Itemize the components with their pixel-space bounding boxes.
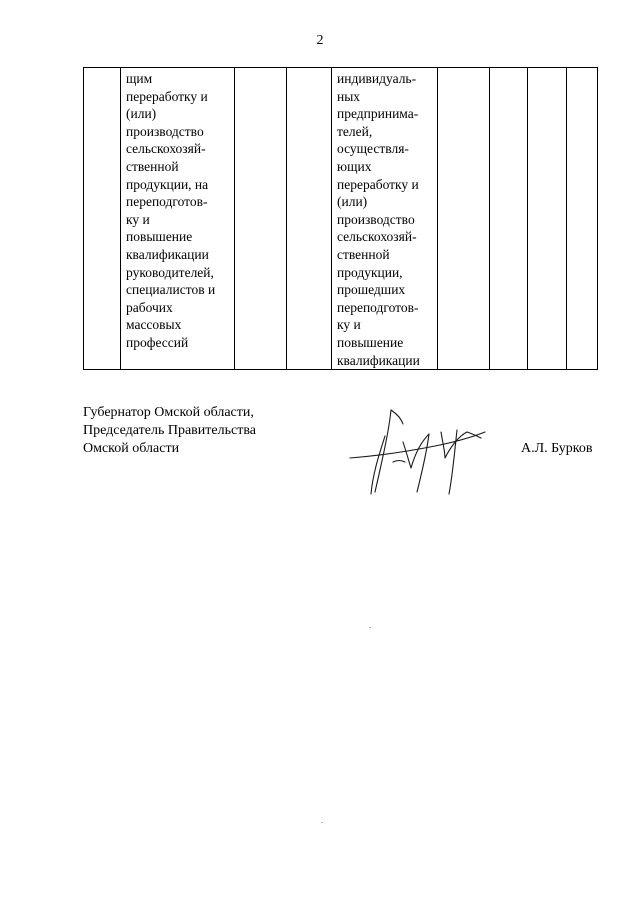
cell-2-line: щим — [126, 71, 153, 86]
cell-2-line: ственной — [126, 158, 179, 174]
cell-2-line: руководителей, — [126, 264, 214, 280]
signatory-position-line: Губернатор Омской области, — [83, 405, 254, 420]
cell-2-line: ку и — [126, 211, 150, 227]
page-number: 2 — [316, 33, 324, 48]
cell-2-line: переподготов- — [126, 194, 208, 210]
cell-2-line: (или) — [126, 106, 157, 122]
cell-2-line: переработку и — [126, 88, 208, 104]
table-cell-9 — [567, 68, 598, 370]
table-cell-4 — [287, 68, 332, 370]
cell-2-line: сельскохозяй- — [126, 141, 206, 157]
cell-5-line: продукции, — [337, 264, 403, 280]
cell-5-line: ку и — [337, 317, 361, 333]
table-row — [84, 68, 598, 370]
cell-5-line: телей, — [337, 123, 373, 139]
cell-5-line: предпринима- — [337, 106, 419, 122]
cell-5-line: ющих — [337, 158, 372, 174]
cell-2-line: специалистов и — [126, 282, 216, 298]
table-cell-3 — [235, 68, 287, 370]
cell-2-line: квалификации — [126, 246, 209, 262]
table-cell-7 — [490, 68, 528, 370]
cell-5-line: переподготов- — [337, 299, 419, 315]
cell-5-line: индивидуаль- — [337, 71, 417, 86]
continuation-table — [83, 67, 598, 370]
table-cell-5 — [332, 68, 438, 370]
cell-2-line: повышение — [126, 229, 193, 245]
table-cell-2 — [121, 68, 235, 370]
cell-5-line: повышение — [337, 334, 404, 350]
cell-5-line: сельскохозяй- — [337, 229, 417, 245]
cell-5-line: квалификации — [337, 352, 420, 368]
signatory-position-line: Омской области — [83, 441, 180, 456]
cell-5-line: ных — [337, 88, 361, 104]
cell-2-line: производство — [126, 123, 204, 139]
cell-5-line: переработку и — [337, 176, 419, 192]
cell-2-line: продукции, на — [126, 176, 209, 192]
handwritten-signature — [345, 402, 495, 502]
table-cell-6 — [438, 68, 490, 370]
cell-5-line: ственной — [337, 246, 390, 262]
cell-5-line: производство — [337, 211, 415, 227]
signatory-name: А.Л. Бурков — [521, 441, 593, 456]
table-cell-8 — [528, 68, 567, 370]
cell-5-line: (или) — [337, 194, 368, 210]
signatory-position-line: Председатель Правительства — [83, 423, 256, 438]
cell-2-line: профессий — [126, 334, 189, 350]
scan-speck — [321, 822, 323, 823]
scan-speck — [369, 627, 371, 628]
table-cell-1 — [84, 68, 121, 370]
cell-5-line: осуществля- — [337, 141, 409, 157]
cell-5-line: прошедших — [337, 282, 406, 298]
signatory-position — [83, 404, 256, 458]
cell-2-line: рабочих — [126, 299, 173, 315]
cell-2-line: массовых — [126, 317, 182, 333]
